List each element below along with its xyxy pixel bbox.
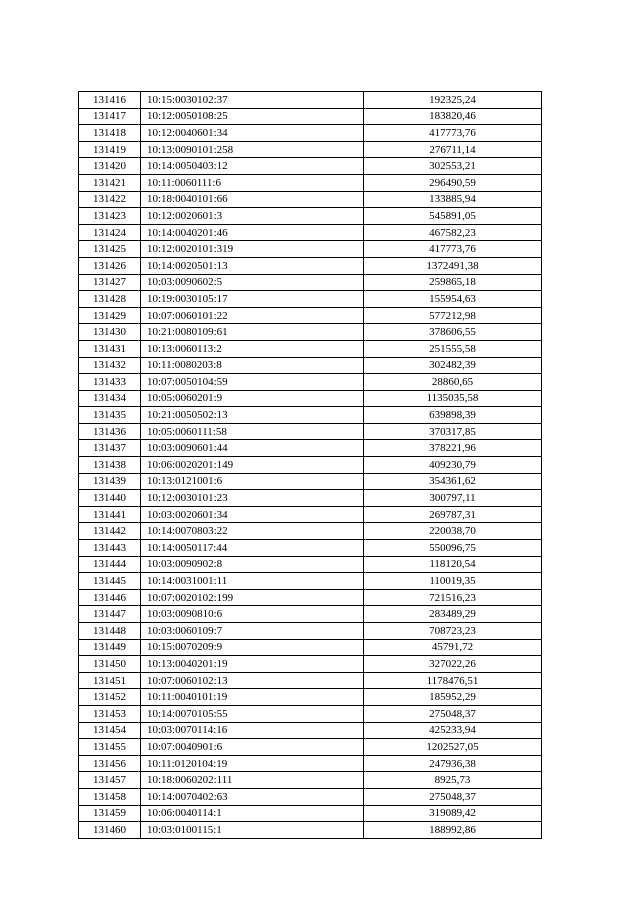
- value-cell: 1372491,38: [364, 257, 542, 274]
- table-row: [79, 125, 542, 142]
- cadastral-number-cell: 10:03:0020601:34: [141, 506, 364, 523]
- row-number-cell: 131420: [79, 158, 141, 175]
- row-number-cell: 131428: [79, 291, 141, 308]
- cadastral-number-cell: 10:07:0060102:13: [141, 672, 364, 689]
- cadastral-number-cell: 10:19:0030105:17: [141, 291, 364, 308]
- cadastral-number-cell: 10:03:0090602:5: [141, 274, 364, 291]
- table-row: [79, 805, 542, 822]
- row-number-cell: 131419: [79, 141, 141, 158]
- row-number-cell: 131447: [79, 606, 141, 623]
- row-number-cell: 131443: [79, 540, 141, 557]
- value-cell: 319089,42: [364, 805, 542, 822]
- table-body: [79, 92, 542, 839]
- value-cell: 300797,11: [364, 490, 542, 507]
- table-row: [79, 755, 542, 772]
- cadastral-number-cell: 10:14:0020501:13: [141, 257, 364, 274]
- value-cell: 302482,39: [364, 357, 542, 374]
- value-cell: 639898,39: [364, 407, 542, 424]
- cadastral-number-cell: 10:13:0060113:2: [141, 340, 364, 357]
- table-row: [79, 672, 542, 689]
- cadastral-number-cell: 10:11:0080203:8: [141, 357, 364, 374]
- table-row: [79, 656, 542, 673]
- table-row: [79, 407, 542, 424]
- row-number-cell: 131444: [79, 556, 141, 573]
- value-cell: 251555,58: [364, 340, 542, 357]
- table-row: [79, 440, 542, 457]
- value-cell: 155954,63: [364, 291, 542, 308]
- table-row: [79, 573, 542, 590]
- table-row: [79, 108, 542, 125]
- table-row: [79, 473, 542, 490]
- cadastral-number-cell: 10:14:0070105:55: [141, 705, 364, 722]
- row-number-cell: 131421: [79, 174, 141, 191]
- value-cell: 417773,76: [364, 125, 542, 142]
- cadastral-number-cell: 10:03:0090601:44: [141, 440, 364, 457]
- value-cell: 28860,65: [364, 374, 542, 391]
- row-number-cell: 131424: [79, 224, 141, 241]
- value-cell: 133885,94: [364, 191, 542, 208]
- row-number-cell: 131459: [79, 805, 141, 822]
- value-cell: 220038,70: [364, 523, 542, 540]
- value-cell: 1178476,51: [364, 672, 542, 689]
- table-row: [79, 623, 542, 640]
- row-number-cell: 131432: [79, 357, 141, 374]
- cadastral-number-cell: 10:12:0020101:319: [141, 241, 364, 258]
- row-number-cell: 131460: [79, 822, 141, 839]
- cadastral-number-cell: 10:03:0060109:7: [141, 623, 364, 640]
- cadastral-number-cell: 10:07:0050104:59: [141, 374, 364, 391]
- table-row: [79, 639, 542, 656]
- row-number-cell: 131429: [79, 307, 141, 324]
- cadastral-number-cell: 10:05:0060201:9: [141, 390, 364, 407]
- table-row: [79, 324, 542, 341]
- row-number-cell: 131448: [79, 623, 141, 640]
- cadastral-number-cell: 10:07:0040901:6: [141, 739, 364, 756]
- row-number-cell: 131450: [79, 656, 141, 673]
- table-row: [79, 92, 542, 109]
- row-number-cell: 131456: [79, 755, 141, 772]
- row-number-cell: 131426: [79, 257, 141, 274]
- cadastral-number-cell: 10:18:0060202:111: [141, 772, 364, 789]
- cadastral-number-cell: 10:21:0080109:61: [141, 324, 364, 341]
- cadastral-number-cell: 10:12:0050108:25: [141, 108, 364, 125]
- cadastral-number-cell: 10:15:0070209:9: [141, 639, 364, 656]
- value-cell: 247936,38: [364, 755, 542, 772]
- table-row: [79, 689, 542, 706]
- value-cell: 378221,96: [364, 440, 542, 457]
- value-cell: 1135035,58: [364, 390, 542, 407]
- value-cell: 302553,21: [364, 158, 542, 175]
- cadastral-number-cell: 10:03:0090810:6: [141, 606, 364, 623]
- cadastral-number-cell: 10:12:0040601:34: [141, 125, 364, 142]
- cadastral-number-cell: 10:12:0020601:3: [141, 208, 364, 225]
- cadastral-number-cell: 10:13:0040201:19: [141, 656, 364, 673]
- row-number-cell: 131440: [79, 490, 141, 507]
- row-number-cell: 131452: [79, 689, 141, 706]
- table-row: [79, 307, 542, 324]
- row-number-cell: 131442: [79, 523, 141, 540]
- row-number-cell: 131416: [79, 92, 141, 109]
- value-cell: 425233,94: [364, 722, 542, 739]
- value-cell: 188992,86: [364, 822, 542, 839]
- cadastral-number-cell: 10:14:0070803:22: [141, 523, 364, 540]
- row-number-cell: 131441: [79, 506, 141, 523]
- table-row: [79, 822, 542, 839]
- table-row: [79, 506, 542, 523]
- table-row: [79, 224, 542, 241]
- row-number-cell: 131418: [79, 125, 141, 142]
- table-row: [79, 523, 542, 540]
- row-number-cell: 131437: [79, 440, 141, 457]
- table-row: [79, 191, 542, 208]
- value-cell: 283489,29: [364, 606, 542, 623]
- table-row: [79, 739, 542, 756]
- value-cell: 354361,62: [364, 473, 542, 490]
- value-cell: 118120,54: [364, 556, 542, 573]
- row-number-cell: 131438: [79, 457, 141, 474]
- row-number-cell: 131439: [79, 473, 141, 490]
- row-number-cell: 131449: [79, 639, 141, 656]
- value-cell: 545891,05: [364, 208, 542, 225]
- cadastral-number-cell: 10:21:0050502:13: [141, 407, 364, 424]
- table-row: [79, 772, 542, 789]
- value-cell: 708723,23: [364, 623, 542, 640]
- row-number-cell: 131433: [79, 374, 141, 391]
- value-cell: 8925,73: [364, 772, 542, 789]
- value-cell: 1202527,05: [364, 739, 542, 756]
- value-cell: 370317,85: [364, 423, 542, 440]
- value-cell: 183820,46: [364, 108, 542, 125]
- table-row: [79, 490, 542, 507]
- table-row: [79, 457, 542, 474]
- value-cell: 721516,23: [364, 589, 542, 606]
- row-number-cell: 131431: [79, 340, 141, 357]
- row-number-cell: 131423: [79, 208, 141, 225]
- cadastral-number-cell: 10:12:0030101:23: [141, 490, 364, 507]
- value-cell: 417773,76: [364, 241, 542, 258]
- cadastral-number-cell: 10:14:0040201:46: [141, 224, 364, 241]
- table-row: [79, 423, 542, 440]
- table-row: [79, 788, 542, 805]
- cadastral-number-cell: 10:14:0070402:63: [141, 788, 364, 805]
- cadastral-number-cell: 10:14:0050117:44: [141, 540, 364, 557]
- table-row: [79, 291, 542, 308]
- cadastral-number-cell: 10:14:0050403:12: [141, 158, 364, 175]
- row-number-cell: 131417: [79, 108, 141, 125]
- row-number-cell: 131446: [79, 589, 141, 606]
- value-cell: 110019,35: [364, 573, 542, 590]
- table-row: [79, 606, 542, 623]
- cadastral-number-cell: 10:05:0060111:58: [141, 423, 364, 440]
- value-cell: 550096,75: [364, 540, 542, 557]
- row-number-cell: 131434: [79, 390, 141, 407]
- table-row: [79, 540, 542, 557]
- row-number-cell: 131427: [79, 274, 141, 291]
- row-number-cell: 131422: [79, 191, 141, 208]
- table-row: [79, 158, 542, 175]
- row-number-cell: 131445: [79, 573, 141, 590]
- row-number-cell: 131458: [79, 788, 141, 805]
- cadastral-number-cell: 10:06:0020201:149: [141, 457, 364, 474]
- table-row: [79, 357, 542, 374]
- table-row: [79, 174, 542, 191]
- table-row: [79, 556, 542, 573]
- table-row: [79, 722, 542, 739]
- row-number-cell: 131435: [79, 407, 141, 424]
- cadastral-number-cell: 10:13:0121001:6: [141, 473, 364, 490]
- cadastral-number-cell: 10:11:0040101:19: [141, 689, 364, 706]
- value-cell: 296490,59: [364, 174, 542, 191]
- cadastral-number-cell: 10:03:0090902:8: [141, 556, 364, 573]
- table-row: [79, 141, 542, 158]
- cadastral-number-cell: 10:07:0020102:199: [141, 589, 364, 606]
- value-cell: 275048,37: [364, 788, 542, 805]
- table-row: [79, 208, 542, 225]
- value-cell: 276711,14: [364, 141, 542, 158]
- cadastral-number-cell: 10:06:0040114:1: [141, 805, 364, 822]
- value-cell: 45791,72: [364, 639, 542, 656]
- table-row: [79, 257, 542, 274]
- cadastral-number-cell: 10:18:0040101:66: [141, 191, 364, 208]
- cadastral-number-cell: 10:11:0060111:6: [141, 174, 364, 191]
- value-cell: 269787,31: [364, 506, 542, 523]
- table-row: [79, 340, 542, 357]
- cadastral-number-cell: 10:03:0100115:1: [141, 822, 364, 839]
- row-number-cell: 131425: [79, 241, 141, 258]
- value-cell: 327022,26: [364, 656, 542, 673]
- row-number-cell: 131453: [79, 705, 141, 722]
- value-cell: 192325,24: [364, 92, 542, 109]
- cadastral-number-cell: 10:14:0031001:11: [141, 573, 364, 590]
- row-number-cell: 131457: [79, 772, 141, 789]
- row-number-cell: 131436: [79, 423, 141, 440]
- table-row: [79, 589, 542, 606]
- value-cell: 259865,18: [364, 274, 542, 291]
- cadastral-number-cell: 10:13:0090101:258: [141, 141, 364, 158]
- value-cell: 185952,29: [364, 689, 542, 706]
- row-number-cell: 131430: [79, 324, 141, 341]
- row-number-cell: 131454: [79, 722, 141, 739]
- row-number-cell: 131451: [79, 672, 141, 689]
- row-number-cell: 131455: [79, 739, 141, 756]
- table-row: [79, 274, 542, 291]
- value-cell: 275048,37: [364, 705, 542, 722]
- value-cell: 467582,23: [364, 224, 542, 241]
- cadastral-number-cell: 10:15:0030102:37: [141, 92, 364, 109]
- table-row: [79, 705, 542, 722]
- table-row: [79, 241, 542, 258]
- value-cell: 409230,79: [364, 457, 542, 474]
- value-cell: 577212,98: [364, 307, 542, 324]
- table-row: [79, 390, 542, 407]
- cadastral-number-cell: 10:11:0120104:19: [141, 755, 364, 772]
- cadastral-number-cell: 10:03:0070114:16: [141, 722, 364, 739]
- table-row: [79, 374, 542, 391]
- value-cell: 378606,55: [364, 324, 542, 341]
- data-table: [78, 91, 542, 839]
- cadastral-number-cell: 10:07:0060101:22: [141, 307, 364, 324]
